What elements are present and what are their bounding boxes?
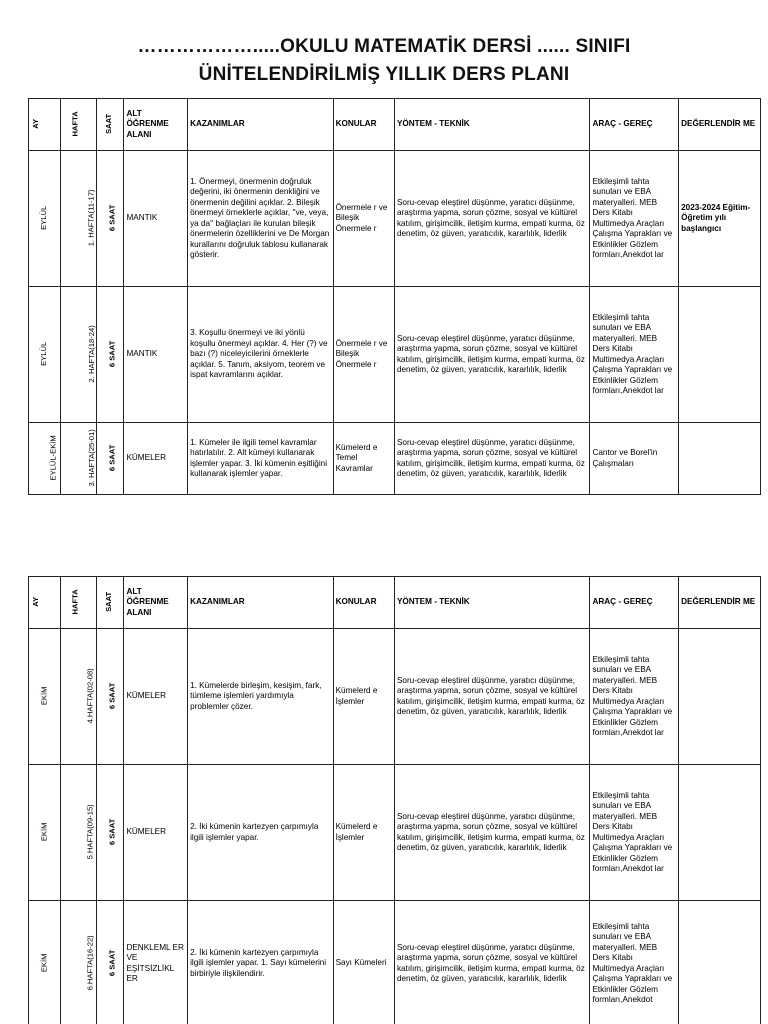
cell-alt: MANTIK [124,151,188,287]
header-degerlendirme: DEĞERLENDİR ME [679,99,761,151]
header-konular: KONULAR [333,577,394,629]
cell-saat: 6 SAAT [97,287,124,423]
cell-saat: 6 SAAT [97,423,124,495]
header-konular: KONULAR [333,99,394,151]
cell-konu: Önermele r ve Bileşik Önermele r [333,151,394,287]
cell-yontem: Soru-cevap eleştirel düşünme, yaratıcı düşünme, araştırma yapma, sorun çözme, sosyal ve kültürel katılım, girişimcilik, iletişim kurma, empati kurma, öz denetim, öz güven, yaratıcılık, kararlılık, liderlik [394,423,590,495]
cell-arac: Cantor ve Borel'in Çalışmaları [590,423,679,495]
cell-hafta: 5.HAFTA(09-15) [60,765,96,901]
cell-degerlendirme [679,765,761,901]
cell-kazanim: 2. İki kümenin kartezyen çarpımıyla ilgili işlemler yapar. [188,765,333,901]
table-row [29,629,761,765]
cell-ay: EKİM [29,765,61,901]
cell-kazanim: 1. Kümeler ile ilgili temel kavramlar hatırlatılır. 2. Alt kümeyi kullanarak işlemler yapar. 3. İki kümenin eşitliğini kullanarak işlemler yapar. [188,423,333,495]
document-subtitle: ÜNİTELENDİRİLMİŞ YILLIK DERS PLANI [198,64,570,85]
cell-degerlendirme: 2023-2024 Eğitim-Öğretim yılı başlangıcı [679,151,761,287]
cell-yontem: Soru-cevap eleştirel düşünme, yaratıcı düşünme, araştırma yapma, sorun çözme, sosyal ve kültürel katılım, girişimcilik, iletişim kurma, empati kurma, öz denetim, öz güven, yaratıcılık, kararlılık, liderlik [394,765,590,901]
cell-alt: KÜMELER [124,423,188,495]
header-saat: SAAT [97,99,124,151]
cell-kazanim: 3. Koşullu önermeyi ve iki yönlü koşullu önermeyi açıklar. 4. Her (?) ve bazı (?) niceleyicilerini örneklerle açıklar. 5. Tanım, aksiyom, teorem ve ispat kavramlarını açıklar. [188,287,333,423]
cell-ay: EYLÜL [29,151,61,287]
cell-arac: Etkileşimli tahta sunuları ve EBA materyalleri. MEB Ders Kitabı Multimedya Araçları Çalışma Yaprakları ve Etkinlikler Gözlem formları,Anekdot lar [590,765,679,901]
cell-kazanim: 2. İki kümenin kartezyen çarpımıyla ilgili işlemler yapar. 1. Sayı kümelerini birbiriyle ilişkilendirir. [188,901,333,1024]
cell-konu: Kümelerd e İşlemler [333,765,394,901]
header-kazanimlar: KAZANIMLAR [188,99,333,151]
cell-saat: 6 SAAT [97,765,124,901]
cell-yontem: Soru-cevap eleştirel düşünme, yaratıcı düşünme, araştırma yapma, sorun çözme, sosyal ve kültürel katılım, girişimcilik, iletişim kurma, empati kurma, öz denetim, öz güven, yaratıcılık, kararlılık, liderlik [394,287,590,423]
cell-hafta: 3. HAFTA(25-01) [60,423,96,495]
cell-konu: Önermele r ve Bileşik Önermele r [333,287,394,423]
header-saat: SAAT [97,577,124,629]
plan-table-1 [28,98,761,495]
cell-alt: MANTIK [124,287,188,423]
header-kazanimlar: KAZANIMLAR [188,577,333,629]
cell-alt: KÜMELER [124,765,188,901]
cell-kazanim: 1. Kümelerde birleşim, kesişim, fark, tümleme işlemleri yardımıyla problemler çözer. [188,629,333,765]
cell-hafta: 4.HAFTA(02-08) [60,629,96,765]
cell-hafta: 2. HAFTA(18-24) [60,287,96,423]
cell-konu: Kümelerd e İşlemler [333,629,394,765]
header-arac-gerec: ARAÇ - GEREÇ [590,99,679,151]
cell-yontem: Soru-cevap eleştirel düşünme, yaratıcı düşünme, araştırma yapma, sorun çözme, sosyal ve kültürel katılım, girişimcilik, iletişim kurma, empati kurma, öz denetim, öz güven, yaratıcılık, kararlılık, liderlik [394,901,590,1024]
cell-arac: Etkileşimli tahta sunuları ve EBA materyalleri. MEB Ders Kitabı Multimedya Araçları Çalışma Yaprakları ve Etkinlikler Gözlem formları,Anekdot lar [590,629,679,765]
header-ay: AY [29,99,61,151]
plan-table-2 [28,576,761,1024]
header-alt-ogrenme-alani: ALT ÖĞRENME ALANI [124,577,188,629]
cell-konu: Sayı Kümeleri [333,901,394,1024]
cell-alt: DENKLEML ER VE EŞİTSİZLİKL ER [124,901,188,1024]
header-hafta: HAFTA [60,99,96,151]
cell-degerlendirme [679,629,761,765]
cell-ay: EKİM [29,901,61,1024]
cell-degerlendirme [679,901,761,1024]
cell-yontem: Soru-cevap eleştirel düşünme, yaratıcı düşünme, araştırma yapma, sorun çözme, sosyal ve kültürel katılım, girişimcilik, iletişim kurma, empati kurma, öz denetim, öz güven, yaratıcılık, kararlılık, liderlik [394,151,590,287]
cell-arac: Etkileşimli tahta sunuları ve EBA materyalleri. MEB Ders Kitabı Multimedya Araçları Çalışma Yaprakları ve Etkinlikler Gözlem formları,Anekdot lar [590,151,679,287]
table-row [29,765,761,901]
cell-alt: KÜMELER [124,629,188,765]
header-alt-ogrenme-alani: ALT ÖĞRENME ALANI [124,99,188,151]
cell-saat: 6 SAAT [97,629,124,765]
table-row [29,423,761,495]
table-row [29,151,761,287]
header-degerlendirme: DEĞERLENDİR ME [679,577,761,629]
table-header-row [29,577,761,629]
document-title: ……………….....OKULU MATEMATİK DERSİ ...... SINIFI [137,36,631,57]
header-hafta: HAFTA [60,577,96,629]
cell-kazanim: 1. Önermeyi, önermenin doğruluk değerini, iki önermenin denkliğini ve önermenin değilini açıklar. 2. Bileşik önermeyi örneklerle açıklar, ''ve, veya, ya da'' bağlaçları ile kurulan bileşik önermelerin özelliklerini ve De Morgan kurallarını doğruluk tablosu kullanarak gösterir. [188,151,333,287]
header-arac-gerec: ARAÇ - GEREÇ [590,577,679,629]
cell-arac: Etkileşimli tahta sunuları ve EBA materyalleri. MEB Ders Kitabı Multimedya Araçları Çalışma Yaprakları ve Etkinlikler Gözlem formları,Anekdot [590,901,679,1024]
cell-ay: EYLÜL [29,287,61,423]
cell-ay: EYLÜL-EKİM [29,423,61,495]
cell-konu: Kümelerd e Temel Kavramlar [333,423,394,495]
cell-hafta: 6.HAFTA(16-22) [60,901,96,1024]
header-yontem-teknik: YÖNTEM - TEKNİK [394,577,590,629]
header-ay: AY [29,577,61,629]
cell-degerlendirme [679,423,761,495]
header-yontem-teknik: YÖNTEM - TEKNİK [394,99,590,151]
cell-saat: 6 SAAT [97,151,124,287]
cell-yontem: Soru-cevap eleştirel düşünme, yaratıcı düşünme, araştırma yapma, sorun çözme, sosyal ve kültürel katılım, girişimcilik, iletişim kurma, empati kurma, öz denetim, öz güven, yaratıcılık, kararlılık, liderlik [394,629,590,765]
cell-degerlendirme [679,287,761,423]
cell-saat: 6 SAAT [97,901,124,1024]
cell-hafta: 1. HAFTA(11-17) [60,151,96,287]
table-row [29,287,761,423]
table-header-row [29,99,761,151]
table-row [29,901,761,1024]
cell-arac: Etkileşimli tahta sunuları ve EBA materyalleri. MEB Ders Kitabı Multimedya Araçları Çalışma Yaprakları ve Etkinlikler Gözlem formları,Anekdot lar [590,287,679,423]
cell-ay: EKİM [29,629,61,765]
